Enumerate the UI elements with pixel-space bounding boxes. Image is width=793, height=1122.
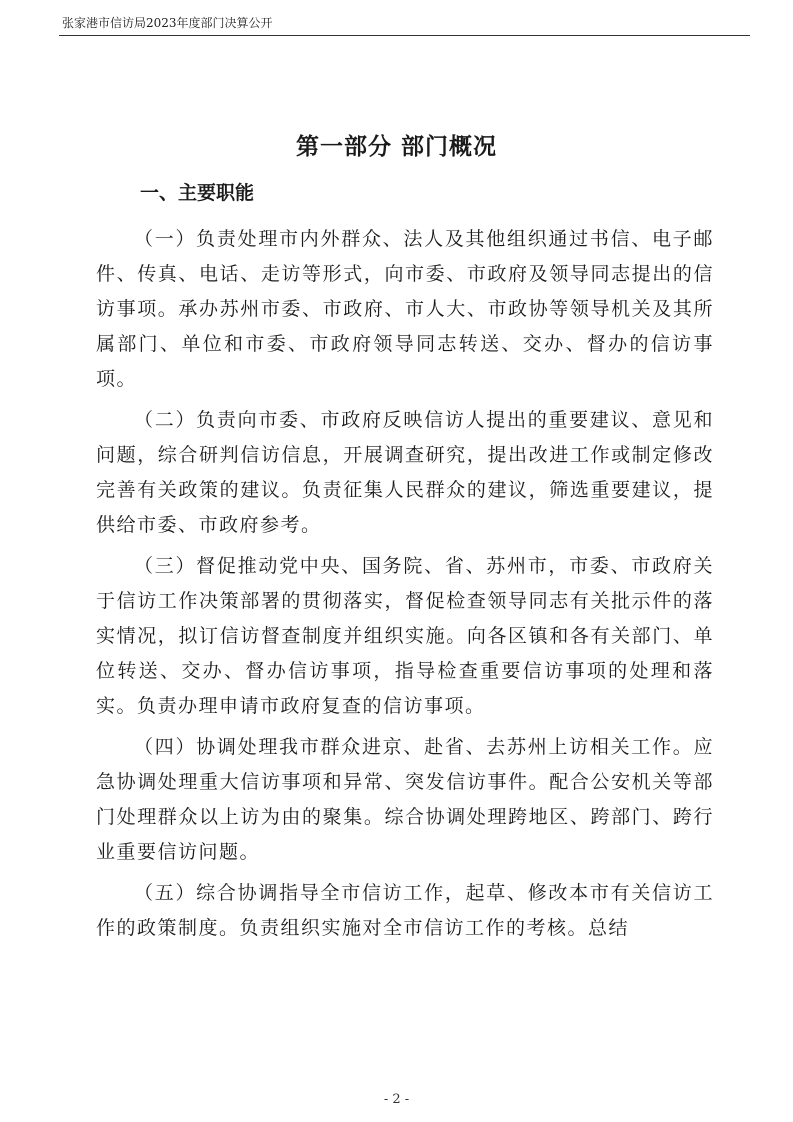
body-text — [96, 222, 714, 952]
paragraph-5: （五）综合协调指导全市信访工作，起草、修改本市有关信访工作的政策制度。负责组织实施对全市信访工作的考核。总结 — [96, 882, 714, 939]
paragraph-2: （二）负责向市委、市政府反映信访人提出的重要建议、意见和问题，综合研判信访信息，开展调查研究，提出改进工作或制定修改完善有关政策的建议。负责征集人民群众的建议，筛选重要建议，提供给市委、市政府参考。 — [96, 409, 714, 536]
paragraph-4: （四）协调处理我市群众进京、赴省、去苏州上访相关工作。应急协调处理重大信访事项和异常、突发信访事件。配合公安机关等部门处理群众以上访为由的聚集。综合协调处理跨地区、跨部门、跨行业重要信访问题。 — [96, 736, 714, 863]
header-rule — [59, 35, 750, 36]
paragraph-1: （一）负责处理市内外群众、法人及其他组织通过书信、电子邮件、传真、电话、走访等形式，向市委、市政府及领导同志提出的信访事项。承办苏州市委、市政府、市人大、市政协等领导机关及其所属部门、单位和市委、市政府领导同志转送、交办、督办的信访事项。 — [96, 228, 714, 390]
page-number: - 2 - — [383, 1092, 410, 1107]
section-heading: 一、主要职能 — [140, 182, 255, 204]
running-header: 张家港市信访局2023年度部门决算公开 — [62, 16, 273, 30]
paragraph-3: （三）督促推动党中央、国务院、省、苏州市，市委、市政府关于信访工作决策部署的贯彻落实，督促检查领导同志有关批示件的落实情况，拟订信访督查制度并组织实施。向各区镇和各有关部门、单位转送、交办、督办信访事项，指导检查重要信访事项的处理和落实。负责办理申请市政府复查的信访事项。 — [96, 555, 714, 717]
part-title: 第一部分 部门概况 — [295, 134, 497, 160]
